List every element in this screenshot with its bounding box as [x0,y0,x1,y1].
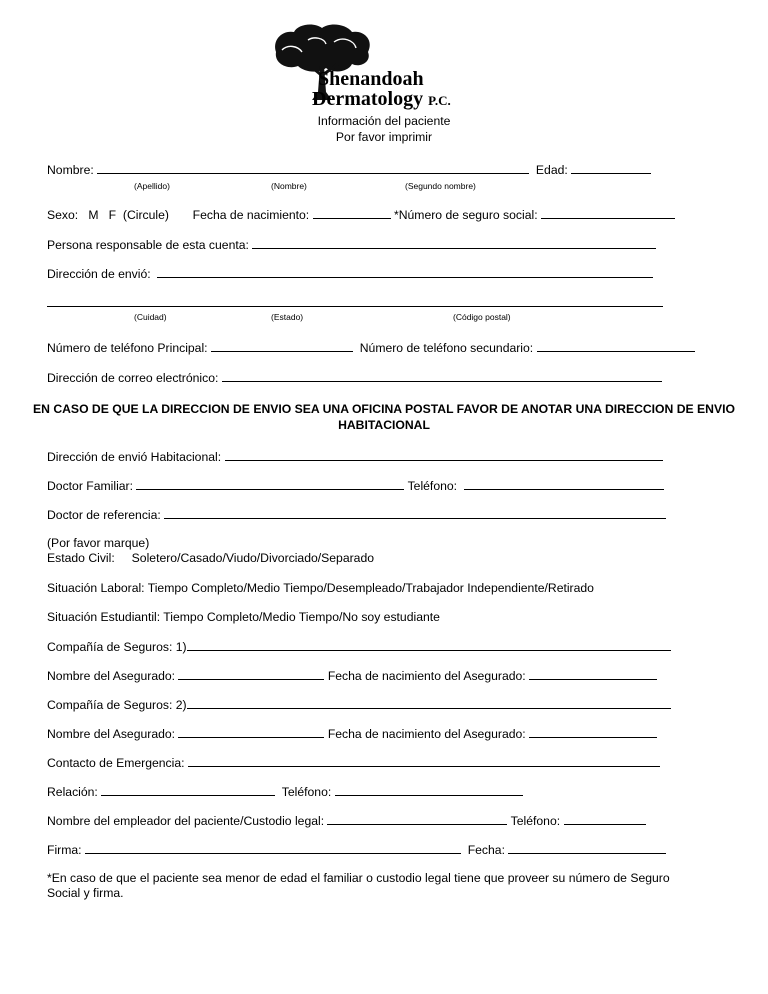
date-field[interactable] [508,842,666,854]
insured-1-dob-field[interactable] [529,668,657,680]
insured-2-dob-field[interactable] [529,726,657,738]
row-email [47,370,662,386]
signature-field[interactable] [85,842,461,854]
insurance-2-field[interactable] [187,697,671,709]
row-insurance-2 [47,697,671,713]
date-label: Fecha: [467,843,505,857]
age-label: Edad: [535,163,568,177]
marital-instruction: (Por favor marque) [47,536,150,550]
sub-first-name: (Nombre) [271,181,307,191]
insurance-1-field[interactable] [187,639,671,651]
relation-phone-field[interactable] [335,784,523,796]
ssn-label: *Número de seguro social: [393,208,538,222]
row-city [47,295,663,311]
family-doctor-label: Doctor Familiar: [47,479,134,493]
row-family-doctor [47,478,664,494]
employer-phone-field[interactable] [564,813,646,825]
address-field[interactable] [157,266,653,278]
signature-label: Firma: [47,843,82,857]
insurance-2-label: Compañía de Seguros: 2) [47,698,187,712]
logo-word: Dermatology [312,88,424,110]
employer-label: Nombre del empleador del paciente/Custodio legal: [47,814,325,828]
ssn-field[interactable] [541,207,675,219]
row-employment[interactable]: Situación Laboral: Tiempo Completo/Medio Tiempo/Desempleado/Trabajador Independiente/Retirado [47,581,594,595]
circle-instruction: (Circule) [122,208,169,222]
insured-1-name-label: Nombre del Asegurado: [47,669,176,683]
notice-line-2: HABITACIONAL [338,418,430,432]
referral-doctor-label: Doctor de referencia: [47,508,161,522]
logo-line-1: Shenandoah [318,68,424,90]
relation-label: Relación: [47,785,98,799]
row-emergency [47,755,660,771]
city-state-zip-field[interactable] [47,295,663,307]
row-insured-1 [47,668,657,684]
row-student[interactable]: Situación Estudiantil: Tiempo Completo/Medio Tiempo/No soy estudiante [47,610,440,624]
employer-field[interactable] [327,813,507,825]
address-label: Dirección de envió: [47,267,151,281]
secondary-phone-field[interactable] [537,340,695,352]
responsible-label: Persona responsable de esta cuenta: [47,238,249,252]
sub-city: (Cuidad) [134,312,167,322]
row-address [47,266,653,282]
home-address-label: Dirección de envió Habitacional: [47,450,222,464]
form-title: Información del paciente [317,114,451,128]
employer-phone-label: Teléfono: [510,814,561,828]
marital-options[interactable]: Soletero/Casado/Viudo/Divorciado/Separado [131,551,374,565]
insured-2-dob-label: Fecha de nacimiento del Asegurado: [327,727,526,741]
row-name [47,162,651,178]
relation-field[interactable] [101,784,275,796]
responsible-field[interactable] [252,237,656,249]
relation-phone-label: Teléfono: [281,785,332,799]
emergency-label: Contacto de Emergencia: [47,756,185,770]
emergency-field[interactable] [188,755,660,767]
primary-phone-field[interactable] [211,340,353,352]
sex-label: Sexo: [47,208,79,222]
form-subtitle: Por favor imprimir [335,130,433,144]
referral-doctor-field[interactable] [164,507,666,519]
sub-last-name: (Apellido) [134,181,170,191]
practice-logo [268,22,504,112]
insured-2-name-label: Nombre del Asegurado: [47,727,176,741]
row-insurance-1 [47,639,671,655]
family-doctor-phone-field[interactable] [464,478,664,490]
sex-f[interactable]: F [108,208,117,222]
footnote-line-1: *En caso de que el paciente sea menor de edad el familiar o custodio legal tiene que proveer su número de Seguro [47,871,670,885]
dob-field[interactable] [313,207,391,219]
sex-m[interactable]: M [88,208,99,222]
insured-1-name-field[interactable] [178,668,324,680]
row-responsible [47,237,656,253]
marital-label: Estado Civil: [47,551,115,565]
email-field[interactable] [222,370,662,382]
row-home-address [47,449,663,465]
logo-suffix: P.C. [428,93,451,108]
dob-label: Fecha de nacimiento: [192,208,310,222]
email-label: Dirección de correo electrónico: [47,371,219,385]
row-referral-doctor [47,507,666,523]
sub-zip: (Código postal) [453,312,511,322]
insured-1-dob-label: Fecha de nacimiento del Asegurado: [327,669,526,683]
footnote-line-2: Social y firma. [47,886,124,900]
family-doctor-phone-label: Teléfono: [407,479,458,493]
name-field[interactable] [97,162,529,174]
notice-line-1: EN CASO DE QUE LA DIRECCION DE ENVIO SEA UNA OFICINA POSTAL FAVOR DE ANOTAR UNA DIRECCION DE ENVIO [33,402,735,416]
row-insured-2 [47,726,657,742]
name-label: Nombre: [47,163,94,177]
sub-middle-name: (Segundo nombre) [405,181,476,191]
row-sex [47,207,675,223]
row-marital [47,551,374,566]
row-phones [47,340,695,356]
row-relation [47,784,523,800]
row-employer [47,813,646,829]
family-doctor-field[interactable] [136,478,404,490]
primary-phone-label: Número de teléfono Principal: [47,341,208,355]
row-signature [47,842,666,858]
logo-line-2 [312,88,451,111]
age-field[interactable] [571,162,651,174]
insurance-1-label: Compañía de Seguros: 1) [47,640,187,654]
sub-state: (Estado) [271,312,304,322]
home-address-field[interactable] [225,449,663,461]
secondary-phone-label: Número de teléfono secundario: [359,341,534,355]
insured-2-name-field[interactable] [178,726,324,738]
